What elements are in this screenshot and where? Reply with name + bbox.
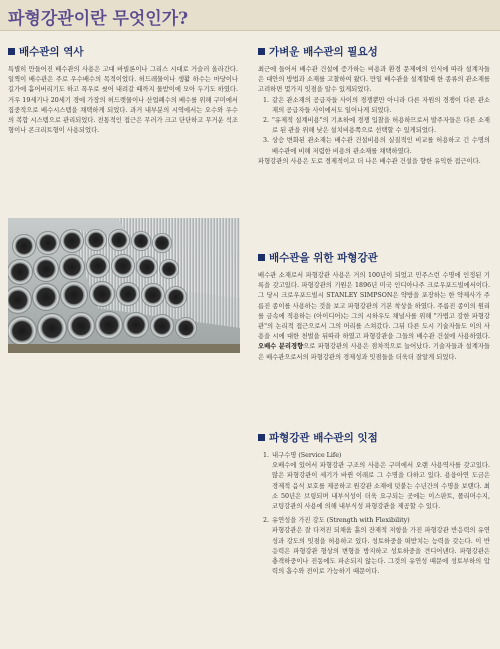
need-intro: 최근에 들어서 배수관 건설에 증가하는 비용과 환경 문제에의 인식에 따라 설계자들은 대안의 방법과 소재를 고찰하여 왔다. 만일 배수관을 설계할때 한 종류의 관소재를 고려하면 몇가지 잇점을 알수 있게되었다.: [258, 66, 490, 94]
list-item: 1. 같은 관소재의 공급자들 사이의 경쟁뿐만 아니라 다른 자원의 경쟁이 다른 관소재의 공급자들 사이에서도 일어나게 되었다.: [262, 96, 490, 114]
adv-section: [258, 430, 490, 577]
history-section: [8, 44, 238, 136]
list-item: 2. "유제적 설계비용"의 기초하에 경쟁 입찰을 허용하므로서 발주자들은 다른 소재로 된 관을 위해 낮은 설치비용쪽으로 선택할 수 있게되었다.: [262, 117, 490, 135]
need-list: [258, 96, 490, 157]
need-heading: [258, 44, 490, 59]
square-bullet-icon: [258, 48, 265, 55]
adv-heading: [258, 430, 490, 445]
corrugated-pipes-photo: [8, 218, 240, 353]
need-outro: 파형강관의 사용은 도로 경제적이고 더 나은 배수관 건설을 향한 유익한 접근이다.: [258, 157, 481, 165]
adv-item-title: 유연성을 가진 강도 (Strength with Flexibility): [272, 517, 410, 525]
list-item: 1. 내구수명 (Service Life) 오배수에 있어서 파형강관 구조의 사용은 구미에서 오랜 사용역사를 갖고있다. 많은 파형강관이 세기가 바뀐 이래로 그 수명을 다하고 있다. 용융아연 도금은 경제적 음식 보호를 제공하고 원강관 소재에 덧붙는 수년간의 수명을 보탠다. 최소 50년은 브링되며 내부식성이 더욱 요구되는 곳에는 이스판트, 폴리머수지, 코팅강관의 사용에 의해 내부식성 파형강관을 제공할 수 있다.: [258, 451, 490, 512]
title-band: [0, 0, 500, 31]
pipe-heading-text: 배수관을 위한 파형강관: [269, 252, 378, 264]
list-item: 3. 상승 변화된 관소재는 배수관 건설비용의 실질적인 비교를 허용하고 긴 수명의 배수관에 비해 저렴한 비용의 관소재를 채택하였다.: [262, 137, 490, 155]
need-heading-text: 가벼운 배수관의 필요성: [269, 46, 378, 58]
history-body: 특별히 만들어진 배수관의 사용은 고대 바빌론이나 그리스 시대로 거슬러 올라간다. 일찍이 배수관은 주로 우수배수의 목적이었다. 허드레물이나 생활 하수는 마당이나 길가에 흩어버리기도 하고 폭우로 씻어 내려갈 때까지 물받이에 모아 두기도 하였다. 거우 19세기나 20세기 경에 가장의 허드렛물이나 산업폐수의 배수를 위해 구미에서 집중적으로 배수시스템을 채택하게 되었다. 과거 내부분의 시역에서는 오수와 우수의 복합 시스템으로 관리되었다. 전통적인 접근은 무러가 크고 단단하고 무거운 석조형이나 콘크리트형이 사용되었다.: [8, 66, 238, 135]
adv-list: [258, 451, 490, 577]
adv-item-body: 오배수에 있어서 파형강관 구조의 사용은 구미에서 오랜 사용역사를 갖고있다. 많은 파형강관이 세기가 바뀐 이래로 그 수명을 다하고 있다. 용융아연 도금은 경제적 음식 보호를 제공하고 원강관 소재에 덧붙는 수년간의 수명을 보탠다. 최소 50년은 브링되며 내부식성이 더욱 요구되는 곳에는 이스판트, 폴리머수지, 코팅강관의 사용에 의해 내부식성 파형강관을 제공할 수 있다.: [272, 462, 490, 511]
adv-heading-text: 파형강관 배수관의 잇점: [269, 432, 378, 444]
square-bullet-icon: [258, 254, 265, 261]
adv-item-title: 내구수명 (Service Life): [272, 452, 342, 459]
adv-item-body: 파형강관은 잘 다져진 되채움 흙의 잔재적 저항을 가진 파형강관 반응력의 유연성과 강도의 잇점을 허용하고 있다. 성토하중을 떠받치는 능력을 갖는다. 이 반응력은 파형강관 형상의 변형을 방지하고 성토하중을 견디어낸다. 파형강관은 충격하중이나 진동에도 파손되지 않는다. 그것의 유연성 때문에 성토부하의 압력의 흡수와 전이로 가능하기 때문이다.: [272, 527, 490, 576]
history-heading: [8, 44, 238, 59]
pipe-body: 배수관 소재로서 파형강관 사용은 거의 100년이 되었고 민주스런 수명에 인정된 기록을 갖고있다. 파형강관의 기원은 1896년 미국 인디아나주 크로우포드빌에서이다. 그 당시 크로우포드빌시 STANLEY SIMPSON은 약방을 포장하는 한 약제사가 주름진 종이를 사용하는 것을 보고 파형강관의 기본 착상을 하였다. 주름진 종이의 원리를 금속에 적용하는 (아이디어)는 그의 시하우도 채널사를 위해 "가볍고 강한 파형강관"의 논리적 접근으로서 그의 머리를 스쳐갔다. 그뒤 다른 도시 기술자들도 이의 사용을 시에 대한 천벌을 뒤따라 하였고 파형강관을 그들의 배수관 건설에 사용하였다. 오배수 분리경향으로 파형강관의 사용은 점차적으로 늘어났다. 기술자들과 설계자들은 배수관으로서의 파형강관의 경제성과 잇점들을 더욱더 잘알게 되었다.: [258, 272, 490, 361]
square-bullet-icon: [258, 434, 265, 441]
pipe-section: [258, 250, 490, 363]
list-item: 2. 유연성을 가진 강도 (Strength with Flexibility) 파형강관은 잘 다져진 되채움 흙의 잔재적 저항을 가진 파형강관 반응력의 유연성과 강도의 잇점을 허용하고 있다. 성토하중을 떠받치는 능력을 갖는다. 이 반응력은 파형강관 형상의 변형을 방지하고 성토하중을 견디어낸다. 파형강관은 충격하중이나 진동에도 파손되지 않는다. 그것의 유연성 때문에 성토부하의 압력의 흡수와 전이로 가능하기 때문이다.: [258, 516, 490, 577]
history-heading-text: 배수관의 역사: [19, 46, 84, 58]
square-bullet-icon: [8, 48, 15, 55]
page-title: 파형강관이란 무엇인가?: [8, 9, 189, 29]
corrugated-pipes-illustration: [8, 218, 240, 353]
pipe-heading: [258, 250, 490, 265]
need-section: [258, 44, 490, 167]
